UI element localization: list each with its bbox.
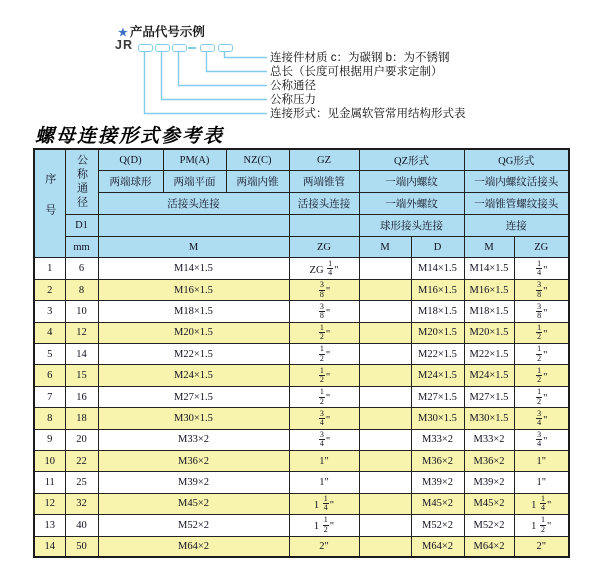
table-row: [34, 429, 569, 450]
cell-qg-m: M36×2: [464, 451, 514, 472]
table-row: [34, 493, 569, 514]
cell-serial: 11: [34, 472, 65, 493]
cell-gz-size: ZG $\frac{1}{4}$ ": [289, 258, 359, 279]
cell-qg-m: M22×1.5: [464, 344, 514, 365]
table-header: [34, 149, 569, 258]
cell-qg-zg: 1 $\frac{1}{2}$ ": [514, 515, 569, 536]
cell-qz-m: [359, 365, 411, 386]
header-col-qz-d: D: [411, 236, 464, 258]
table-row: [34, 258, 569, 279]
table-row: [34, 301, 569, 322]
table-title: 螺母连接形式参考表: [35, 125, 225, 147]
label-nominal-pressure: 公称压力: [270, 94, 316, 106]
header-col-qg-m: M: [464, 236, 514, 258]
cell-m-thread: M18×1.5: [98, 301, 289, 322]
header-end-innercone: 两端内锥: [226, 171, 289, 193]
cell-qg-m: M20×1.5: [464, 322, 514, 343]
star-icon: ★: [118, 27, 128, 39]
header-external-thread: 一端外螺纹: [359, 193, 464, 215]
cell-serial: 9: [34, 429, 65, 450]
cell-qg-zg: $\frac{1}{2}$ ": [514, 344, 569, 365]
cell-serial: 8: [34, 408, 65, 429]
cell-serial: 4: [34, 322, 65, 343]
cell-serial: 6: [34, 365, 65, 386]
table-row: [34, 279, 569, 300]
cell-qz-d: M27×1.5: [411, 386, 464, 407]
cell-qz-m: [359, 258, 411, 279]
cell-qz-m: [359, 515, 411, 536]
cell-dn-mm: 50: [65, 536, 98, 557]
header-col-m: M: [98, 236, 289, 258]
cell-qz-m: [359, 408, 411, 429]
header-col-zg: ZG: [289, 236, 359, 258]
label-connector-material: 连接件材质 c：为碳钢 b：为不锈钢: [270, 52, 450, 64]
cell-qz-d: M33×2: [411, 429, 464, 450]
cell-gz-size: $\frac{1}{2}$ ": [289, 344, 359, 365]
cell-qz-m: [359, 301, 411, 322]
table-row: [34, 322, 569, 343]
cell-m-thread: M36×2: [98, 451, 289, 472]
header-end-taperpipe: 两端锥管: [289, 171, 359, 193]
cell-serial: 5: [34, 344, 65, 365]
cell-m-thread: M14×1.5: [98, 258, 289, 279]
cell-qz-m: [359, 493, 411, 514]
header-blank-gz: [289, 214, 359, 236]
header-end-flat: 两端平面: [163, 171, 226, 193]
cell-qg-zg: $\frac{3}{4}$ ": [514, 429, 569, 450]
cell-dn-mm: 6: [65, 258, 98, 279]
cell-qz-m: [359, 344, 411, 365]
header-taper-thread-joint: 一端锥管螺纹接头: [464, 193, 569, 215]
header-mm: mm: [65, 236, 98, 258]
header-nominal-diameter: 公称通径: [65, 149, 98, 214]
cell-qg-zg: $\frac{1}{2}$ ": [514, 386, 569, 407]
header-col-qz-m: M: [359, 236, 411, 258]
code-prefix: JR: [115, 38, 133, 52]
header-blank-m: [98, 214, 289, 236]
cell-m-thread: M64×2: [98, 536, 289, 557]
header-connection: 连接: [464, 214, 569, 236]
cell-qg-m: M64×2: [464, 536, 514, 557]
cell-qg-zg: 1": [514, 472, 569, 493]
table-row: [34, 451, 569, 472]
header-union-connection-gz: 活接头连接: [289, 193, 359, 215]
cell-dn-mm: 14: [65, 344, 98, 365]
cell-qz-d: M45×2: [411, 493, 464, 514]
cell-qz-d: M52×2: [411, 515, 464, 536]
cell-dn-mm: 40: [65, 515, 98, 536]
cell-dn-mm: 22: [65, 451, 98, 472]
cell-m-thread: M20×1.5: [98, 322, 289, 343]
cell-qg-zg: $\frac{3}{4}$ ": [514, 408, 569, 429]
cell-qz-m: [359, 279, 411, 300]
cell-m-thread: M16×1.5: [98, 279, 289, 300]
table-row: [34, 536, 569, 557]
cell-gz-size: 1 $\frac{1}{4}$ ": [289, 493, 359, 514]
cell-dn-mm: 15: [65, 365, 98, 386]
cell-qg-zg: $\frac{3}{8}$ ": [514, 301, 569, 322]
cell-qg-m: M33×2: [464, 429, 514, 450]
table-row: [34, 408, 569, 429]
table-row: [34, 386, 569, 407]
cell-qg-m: M16×1.5: [464, 279, 514, 300]
cell-qg-m: M39×2: [464, 472, 514, 493]
table-row: [34, 515, 569, 536]
cell-gz-size: $\frac{3}{4}$ ": [289, 408, 359, 429]
header-union-connection: 活接头连接: [98, 193, 289, 215]
cell-serial: 12: [34, 493, 65, 514]
table-body: [34, 258, 569, 557]
cell-qz-m: [359, 472, 411, 493]
cell-dn-mm: 8: [65, 279, 98, 300]
cell-qz-d: M30×1.5: [411, 408, 464, 429]
cell-m-thread: M24×1.5: [98, 365, 289, 386]
cell-qg-zg: 1": [514, 451, 569, 472]
cell-qz-d: M22×1.5: [411, 344, 464, 365]
cell-dn-mm: 32: [65, 493, 98, 514]
cell-gz-size: 2": [289, 536, 359, 557]
cell-qz-m: [359, 322, 411, 343]
table-row: [34, 344, 569, 365]
table-row: [34, 365, 569, 386]
cell-qg-m: M45×2: [464, 493, 514, 514]
cell-m-thread: M27×1.5: [98, 386, 289, 407]
cell-qg-zg: 2": [514, 536, 569, 557]
header-form-gz: GZ: [289, 149, 359, 171]
header-form-qz: QZ形式: [359, 149, 464, 171]
header-col-qg-zg: ZG: [514, 236, 569, 258]
cell-gz-size: $\frac{3}{4}$ ": [289, 429, 359, 450]
cell-gz-size: $\frac{1}{2}$ ": [289, 386, 359, 407]
cell-m-thread: M45×2: [98, 493, 289, 514]
cell-qz-m: [359, 451, 411, 472]
header-form-qg: QG形式: [464, 149, 569, 171]
cell-serial: 10: [34, 451, 65, 472]
cell-qg-m: M14×1.5: [464, 258, 514, 279]
cell-m-thread: M33×2: [98, 429, 289, 450]
cell-qz-d: M18×1.5: [411, 301, 464, 322]
cell-gz-size: $\frac{1}{2}$ ": [289, 322, 359, 343]
cell-qz-d: M36×2: [411, 451, 464, 472]
header-ball-joint-connection: 球形接头连接: [359, 214, 464, 236]
header-end-internal-thread: 一端内螺纹: [359, 171, 464, 193]
table-row: [34, 472, 569, 493]
cell-serial: 14: [34, 536, 65, 557]
cell-gz-size: 1 $\frac{1}{2}$ ": [289, 515, 359, 536]
header-end-spherical: 两端球形: [98, 171, 163, 193]
nut-connection-reference-table: [33, 148, 570, 558]
cell-qz-d: M16×1.5: [411, 279, 464, 300]
header-d1: D1: [65, 214, 98, 236]
cell-gz-size: 1": [289, 451, 359, 472]
header-end-internal-thread-union: 一端内螺纹活接头: [464, 171, 569, 193]
cell-qz-m: [359, 536, 411, 557]
cell-dn-mm: 25: [65, 472, 98, 493]
cell-m-thread: M52×2: [98, 515, 289, 536]
cell-gz-size: $\frac{1}{2}$ ": [289, 365, 359, 386]
cell-serial: 2: [34, 279, 65, 300]
cell-dn-mm: 18: [65, 408, 98, 429]
cell-serial: 3: [34, 301, 65, 322]
cell-m-thread: M22×1.5: [98, 344, 289, 365]
cell-gz-size: $\frac{3}{8}$ ": [289, 279, 359, 300]
cell-m-thread: M30×1.5: [98, 408, 289, 429]
cell-dn-mm: 16: [65, 386, 98, 407]
cell-qz-d: M14×1.5: [411, 258, 464, 279]
cell-qg-zg: $\frac{1}{2}$ ": [514, 365, 569, 386]
cell-qz-d: M64×2: [411, 536, 464, 557]
cell-qz-d: M39×2: [411, 472, 464, 493]
cell-qg-zg: $\frac{3}{8}$ ": [514, 279, 569, 300]
cell-qz-m: [359, 429, 411, 450]
cell-dn-mm: 10: [65, 301, 98, 322]
cell-qz-m: [359, 386, 411, 407]
cell-qg-m: M27×1.5: [464, 386, 514, 407]
cell-dn-mm: 12: [65, 322, 98, 343]
header-form-nzc: NZ(C): [226, 149, 289, 171]
header-serial: 序号: [34, 149, 65, 258]
cell-qz-d: M20×1.5: [411, 322, 464, 343]
cell-serial: 7: [34, 386, 65, 407]
cell-qg-zg: 1 $\frac{1}{4}$ ": [514, 493, 569, 514]
cell-m-thread: M39×2: [98, 472, 289, 493]
label-connection-form: 连接形式：见金属软管常用结构形式表: [270, 108, 466, 120]
cell-qg-zg: $\frac{1}{4}$ ": [514, 258, 569, 279]
cell-serial: 1: [34, 258, 65, 279]
label-total-length: 总长（长度可根据用户要求定制）: [270, 66, 443, 78]
cell-gz-size: $\frac{3}{8}$ ": [289, 301, 359, 322]
header-form-pma: PM(A): [163, 149, 226, 171]
cell-qg-zg: $\frac{1}{2}$ ": [514, 322, 569, 343]
cell-qz-d: M24×1.5: [411, 365, 464, 386]
cell-serial: 13: [34, 515, 65, 536]
cell-qg-m: M30×1.5: [464, 408, 514, 429]
cell-qg-m: M18×1.5: [464, 301, 514, 322]
cell-dn-mm: 20: [65, 429, 98, 450]
cell-gz-size: 1": [289, 472, 359, 493]
cell-qg-m: M24×1.5: [464, 365, 514, 386]
label-nominal-diameter: 公称通径: [270, 80, 316, 92]
product-code-example-label: 产品代号示例: [129, 25, 205, 39]
cell-qg-m: M52×2: [464, 515, 514, 536]
header-form-qd: Q(D): [98, 149, 163, 171]
